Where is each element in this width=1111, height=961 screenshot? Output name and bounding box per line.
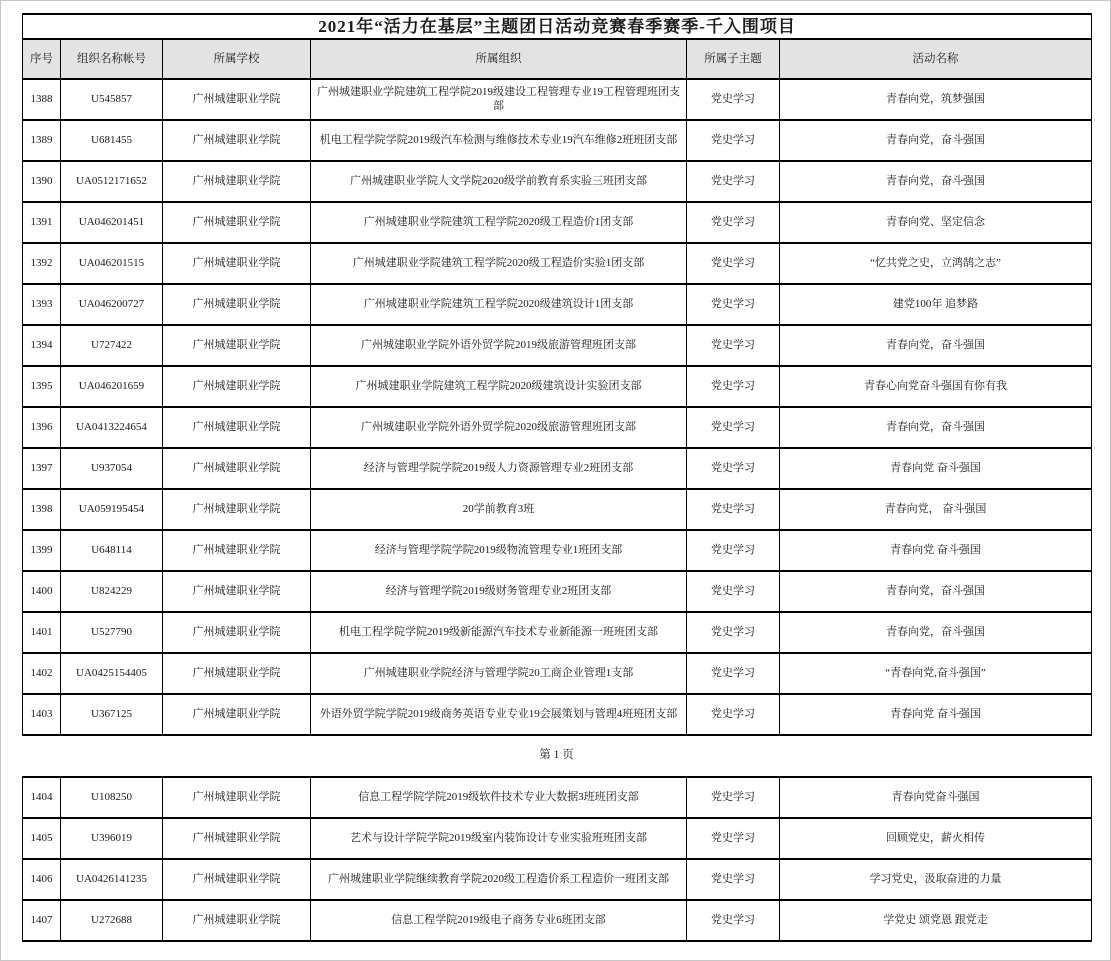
cell-activity: 青春向党，奋斗强国 xyxy=(780,161,1092,202)
cell-subtheme: 党史学习 xyxy=(687,900,780,941)
cell-subtheme: 党史学习 xyxy=(687,448,780,489)
cell-serial: 1405 xyxy=(23,818,61,859)
cell-school: 广州城建职业学院 xyxy=(163,530,311,571)
table-row xyxy=(23,448,1092,489)
cell-subtheme: 党史学习 xyxy=(687,694,780,735)
cell-subtheme: 党史学习 xyxy=(687,407,780,448)
cell-serial: 1390 xyxy=(23,161,61,202)
table-row xyxy=(23,859,1092,900)
cell-subtheme: 党史学习 xyxy=(687,571,780,612)
cell-organization: 20学前教育3班 xyxy=(311,489,687,530)
cell-account: U108250 xyxy=(61,777,163,818)
table-row xyxy=(23,120,1092,161)
cell-subtheme: 党史学习 xyxy=(687,161,780,202)
cell-activity: 青春向党，奋斗强国 xyxy=(780,325,1092,366)
title-row xyxy=(23,14,1092,39)
cell-activity: 青春向党，奋斗强国 xyxy=(780,571,1092,612)
cell-account: U527790 xyxy=(61,612,163,653)
cell-serial: 1399 xyxy=(23,530,61,571)
cell-organization: 广州城建职业学院外语外贸学院2020级旅游管理班团支部 xyxy=(311,407,687,448)
cell-serial: 1397 xyxy=(23,448,61,489)
cell-organization: 广州城建职业学院建筑工程学院2020级建筑设计实验团支部 xyxy=(311,366,687,407)
column-header-row xyxy=(23,39,1092,79)
cell-activity: “青春向党,奋斗强国” xyxy=(780,653,1092,694)
table-row xyxy=(23,777,1092,818)
cell-school: 广州城建职业学院 xyxy=(163,120,311,161)
cell-account: U545857 xyxy=(61,79,163,120)
cell-school: 广州城建职业学院 xyxy=(163,407,311,448)
cell-account: UA0426141235 xyxy=(61,859,163,900)
table-row xyxy=(23,694,1092,735)
cell-serial: 1402 xyxy=(23,653,61,694)
cell-subtheme: 党史学习 xyxy=(687,366,780,407)
cell-serial: 1388 xyxy=(23,79,61,120)
page-number-footer: 第 1 页 xyxy=(539,749,574,762)
cell-serial: 1396 xyxy=(23,407,61,448)
table-row xyxy=(23,571,1092,612)
cell-school: 广州城建职业学院 xyxy=(163,818,311,859)
cell-activity: 青春向党、坚定信念 xyxy=(780,202,1092,243)
column-header-subtheme: 所属子主题 xyxy=(687,39,780,79)
column-header-school: 所属学校 xyxy=(163,39,311,79)
cell-account: UA046200727 xyxy=(61,284,163,325)
table-row xyxy=(23,202,1092,243)
table-row xyxy=(23,325,1092,366)
cell-activity: 青春心向党奋斗强国有你有我 xyxy=(780,366,1092,407)
table-row xyxy=(23,653,1092,694)
cell-organization: 经济与管理学院学院2019级物流管理专业1班团支部 xyxy=(311,530,687,571)
cell-account: U367125 xyxy=(61,694,163,735)
cell-organization: 信息工程学院2019级电子商务专业6班团支部 xyxy=(311,900,687,941)
cell-subtheme: 党史学习 xyxy=(687,777,780,818)
table-row xyxy=(23,530,1092,571)
cell-school: 广州城建职业学院 xyxy=(163,489,311,530)
cell-subtheme: 党史学习 xyxy=(687,859,780,900)
cell-subtheme: 党史学习 xyxy=(687,530,780,571)
cell-activity: 青春向党， 奋斗强国 xyxy=(780,489,1092,530)
cell-school: 广州城建职业学院 xyxy=(163,612,311,653)
cell-account: U272688 xyxy=(61,900,163,941)
cell-school: 广州城建职业学院 xyxy=(163,366,311,407)
cell-account: U396019 xyxy=(61,818,163,859)
table-row xyxy=(23,612,1092,653)
cell-activity: 学习党史，汲取奋进的力量 xyxy=(780,859,1092,900)
cell-organization: 广州城建职业学院外语外贸学院2019级旅游管理班团支部 xyxy=(311,325,687,366)
cell-school: 广州城建职业学院 xyxy=(163,325,311,366)
cell-serial: 1391 xyxy=(23,202,61,243)
cell-serial: 1392 xyxy=(23,243,61,284)
cell-school: 广州城建职业学院 xyxy=(163,859,311,900)
cell-account: U937054 xyxy=(61,448,163,489)
cell-subtheme: 党史学习 xyxy=(687,653,780,694)
table-row xyxy=(23,818,1092,859)
column-header-serial: 序号 xyxy=(23,39,61,79)
table-row xyxy=(23,900,1092,941)
cell-serial: 1389 xyxy=(23,120,61,161)
cell-account: UA046201451 xyxy=(61,202,163,243)
cell-activity: 青春向党，筑梦强国 xyxy=(780,79,1092,120)
cell-serial: 1393 xyxy=(23,284,61,325)
cell-activity: 回顾党史，薪火相传 xyxy=(780,818,1092,859)
table-body-page2 xyxy=(23,777,1092,941)
cell-organization: 艺术与设计学院学院2019级室内装饰设计专业实验班班团支部 xyxy=(311,818,687,859)
cell-activity: 青春向党，奋斗强国 xyxy=(780,120,1092,161)
cell-account: UA046201515 xyxy=(61,243,163,284)
cell-organization: 广州城建职业学院建筑工程学院2019级建设工程管理专业19工程管理班团支部 xyxy=(311,79,687,120)
cell-subtheme: 党史学习 xyxy=(687,79,780,120)
cell-activity: 青春向党，奋斗强国 xyxy=(780,612,1092,653)
cell-serial: 1400 xyxy=(23,571,61,612)
cell-activity: 青春向党，奋斗强国 xyxy=(780,407,1092,448)
cell-school: 广州城建职业学院 xyxy=(163,284,311,325)
cell-subtheme: 党史学习 xyxy=(687,284,780,325)
cell-organization: 经济与管理学院学院2019级人力资源管理专业2班团支部 xyxy=(311,448,687,489)
cell-activity: 青春向党 奋斗强国 xyxy=(780,530,1092,571)
cell-serial: 1406 xyxy=(23,859,61,900)
cell-organization: 广州城建职业学院建筑工程学院2020级工程造价1团支部 xyxy=(311,202,687,243)
page-title: 2021年“活力在基层”主题团日活动竞赛春季赛季-千入围项目 xyxy=(23,14,1092,39)
cell-account: UA0413224654 xyxy=(61,407,163,448)
cell-subtheme: 党史学习 xyxy=(687,325,780,366)
cell-activity: 青春向党 奋斗强国 xyxy=(780,448,1092,489)
cell-subtheme: 党史学习 xyxy=(687,489,780,530)
table-row xyxy=(23,243,1092,284)
cell-organization: 广州城建职业学院建筑工程学院2020级建筑设计1团支部 xyxy=(311,284,687,325)
cell-school: 广州城建职业学院 xyxy=(163,243,311,284)
sheet xyxy=(22,13,1091,942)
cell-subtheme: 党史学习 xyxy=(687,243,780,284)
table-row xyxy=(23,489,1092,530)
cell-school: 广州城建职业学院 xyxy=(163,777,311,818)
cell-organization: 机电工程学院学院2019级汽车检测与维修技术专业19汽车维修2班班团支部 xyxy=(311,120,687,161)
cell-serial: 1403 xyxy=(23,694,61,735)
cell-account: UA046201659 xyxy=(61,366,163,407)
cell-account: U681455 xyxy=(61,120,163,161)
cell-organization: 经济与管理学院2019级财务管理专业2班团支部 xyxy=(311,571,687,612)
table-head xyxy=(23,14,1092,79)
column-header-organization: 所属组织 xyxy=(311,39,687,79)
cell-account: U648114 xyxy=(61,530,163,571)
cell-school: 广州城建职业学院 xyxy=(163,79,311,120)
cell-serial: 1394 xyxy=(23,325,61,366)
results-table-page2 xyxy=(22,776,1092,942)
cell-account: U824229 xyxy=(61,571,163,612)
table-row xyxy=(23,161,1092,202)
cell-serial: 1401 xyxy=(23,612,61,653)
cell-school: 广州城建职业学院 xyxy=(163,448,311,489)
cell-organization: 广州城建职业学院经济与管理学院20工商企业管理1支部 xyxy=(311,653,687,694)
cell-school: 广州城建职业学院 xyxy=(163,571,311,612)
table-body-page1 xyxy=(23,79,1092,735)
cell-organization: 广州城建职业学院人文学院2020级学前教育系实验三班团支部 xyxy=(311,161,687,202)
table-row xyxy=(23,366,1092,407)
cell-serial: 1395 xyxy=(23,366,61,407)
cell-school: 广州城建职业学院 xyxy=(163,161,311,202)
cell-school: 广州城建职业学院 xyxy=(163,900,311,941)
column-header-account: 组织名称帐号 xyxy=(61,39,163,79)
cell-organization: 广州城建职业学院继续教育学院2020级工程造价系工程造价一班团支部 xyxy=(311,859,687,900)
column-header-activity: 活动名称 xyxy=(780,39,1092,79)
cell-organization: 机电工程学院学院2019级新能源汽车技术专业新能源一班班团支部 xyxy=(311,612,687,653)
cell-organization: 信息工程学院学院2019级软件技术专业大数据3班班团支部 xyxy=(311,777,687,818)
cell-activity: 青春向党 奋斗强国 xyxy=(780,694,1092,735)
cell-serial: 1407 xyxy=(23,900,61,941)
cell-activity: “忆共党之史，立鸿鹄之志” xyxy=(780,243,1092,284)
cell-serial: 1404 xyxy=(23,777,61,818)
cell-serial: 1398 xyxy=(23,489,61,530)
cell-account: U727422 xyxy=(61,325,163,366)
cell-school: 广州城建职业学院 xyxy=(163,653,311,694)
cell-subtheme: 党史学习 xyxy=(687,120,780,161)
table-row xyxy=(23,284,1092,325)
cell-account: UA0425154405 xyxy=(61,653,163,694)
cell-school: 广州城建职业学院 xyxy=(163,202,311,243)
cell-school: 广州城建职业学院 xyxy=(163,694,311,735)
cell-activity: 建党100年 追梦路 xyxy=(780,284,1092,325)
cell-activity: 学党史 颂党恩 跟党走 xyxy=(780,900,1092,941)
cell-activity: 青春向党奋斗强国 xyxy=(780,777,1092,818)
cell-organization: 广州城建职业学院建筑工程学院2020级工程造价实验1团支部 xyxy=(311,243,687,284)
results-table-page1 xyxy=(22,13,1092,736)
cell-subtheme: 党史学习 xyxy=(687,202,780,243)
cell-subtheme: 党史学习 xyxy=(687,612,780,653)
cell-account: UA0512171652 xyxy=(61,161,163,202)
cell-organization: 外语外贸学院学院2019级商务英语专业专业19会展策划与管理4班班团支部 xyxy=(311,694,687,735)
table-row xyxy=(23,79,1092,120)
cell-account: UA059195454 xyxy=(61,489,163,530)
table-row xyxy=(23,407,1092,448)
cell-subtheme: 党史学习 xyxy=(687,818,780,859)
